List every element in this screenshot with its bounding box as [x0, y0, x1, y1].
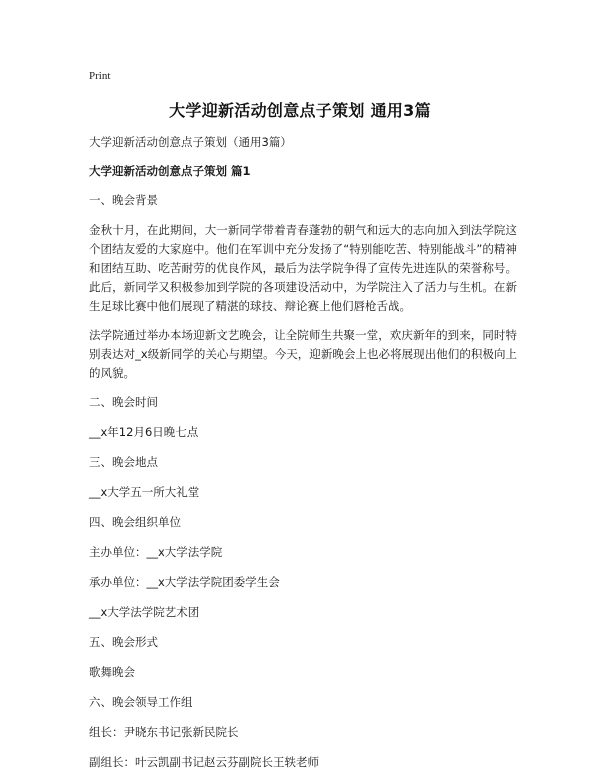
- heading-leadership: 六、晚会领导工作组: [89, 695, 193, 709]
- section-title: 大学迎新活动创意点子策划 篇1: [89, 164, 251, 178]
- paragraph-purpose: 法学院通过举办本场迎新文艺晚会，让全院师生共聚一堂，欢庆新年的到来，同时特别表达对_x级新同学的关心与期望。今天，迎新晚会上也必将展现出他们的积极向上的风貌。: [89, 328, 517, 380]
- heading-time: 二、晚会时间: [89, 395, 158, 409]
- group-leader: 组长：尹晓东书记张新民院长: [89, 725, 239, 739]
- heading-form: 五、晚会形式: [89, 635, 158, 649]
- organizer-unit: 承办单位：__x大学法学院团委学生会: [89, 575, 280, 589]
- document-body: [89, 133, 517, 783]
- paragraph-background: 金秋十月，在此期间，大一新同学带着青春蓬勃的朝气和远大的志向加入到法学院这个团结友爱的大家庭中。他们在军训中充分发扬了“特别能吃苦、特别能战斗”的精神和团结互助、吃苦耐劳的优良作风，最后为法学院争得了宣传先进连队的荣誉称号。此后，新同学又积极参加到学院的各项建设活动中，为学院注入了活力与生机。在新生足球比赛中他们展现了精湛的球技、辩论赛上他们唇枪舌战。: [89, 223, 517, 313]
- print-label[interactable]: Print: [89, 70, 111, 82]
- host-unit: 主办单位：__x大学法学院: [89, 545, 223, 559]
- co-organizer-unit: __x大学法学院艺术团: [89, 605, 200, 619]
- event-place: __x大学五一所大礼堂: [89, 485, 200, 499]
- deputy-leader: 副组长：叶云凯副书记赵云芬副院长王轶老师: [89, 755, 319, 769]
- heading-place: 三、晚会地点: [89, 455, 158, 469]
- event-time: __x年12月6日晚七点: [89, 425, 199, 439]
- heading-background: 一、晚会背景: [89, 193, 158, 207]
- heading-organizers: 四、晚会组织单位: [89, 515, 181, 529]
- document-subtitle: 大学迎新活动创意点子策划（通用3篇）: [89, 135, 292, 149]
- event-form: 歌舞晚会: [89, 665, 135, 679]
- document-title: 大学迎新活动创意点子策划 通用3篇: [169, 101, 431, 120]
